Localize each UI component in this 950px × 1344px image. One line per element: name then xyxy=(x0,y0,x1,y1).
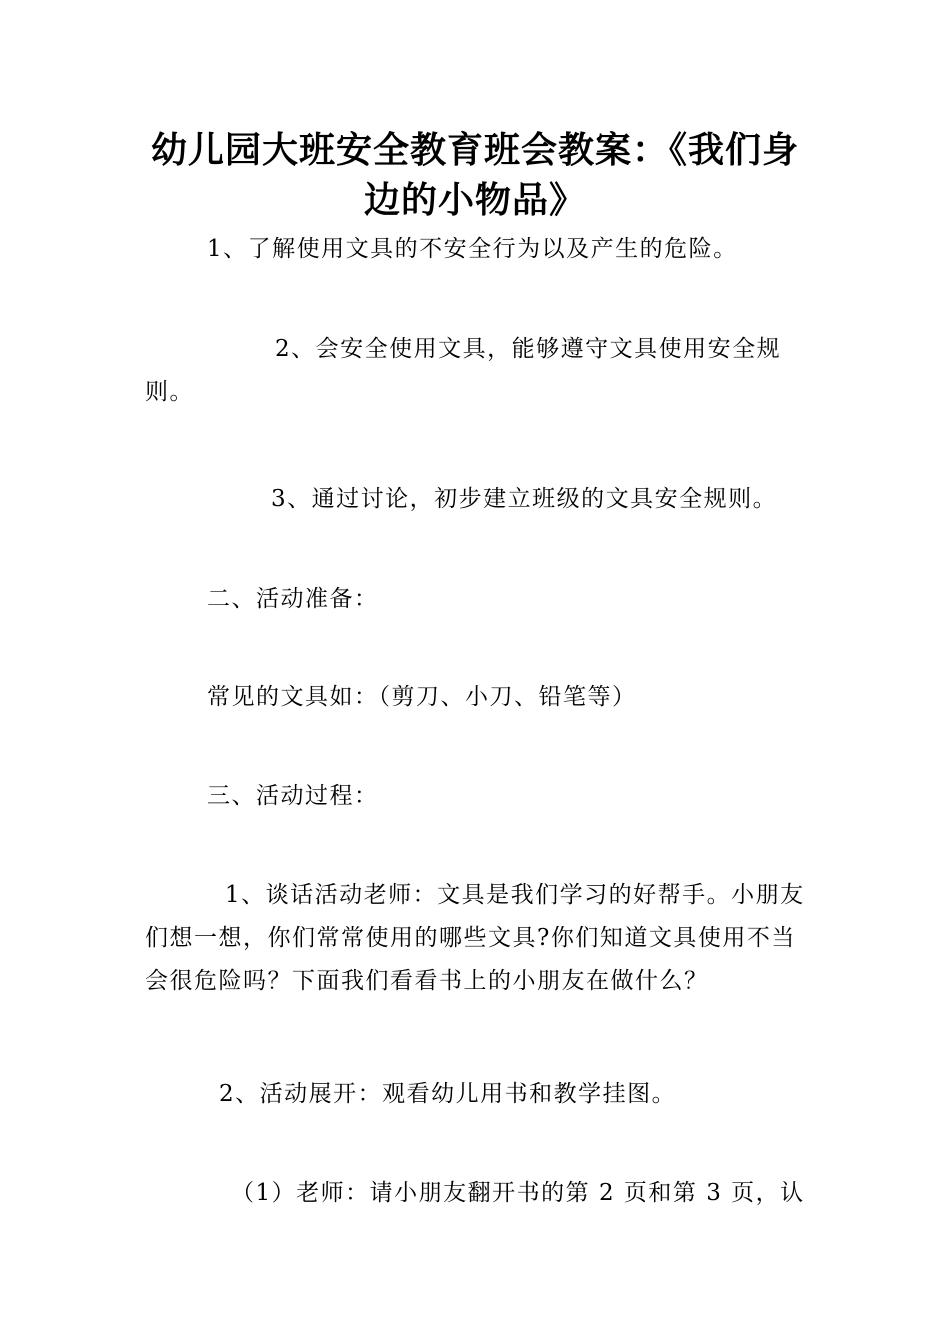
paragraph-objective-2: 2、会安全使用文具，能够遵守文具使用安全规则。 xyxy=(145,336,782,405)
section-heading-process: 三、活动过程： xyxy=(207,783,379,809)
paragraph-teacher-instruction: （1）老师：请小朋友翻开书的第 2 页和第 3 页，认 xyxy=(231,1180,805,1206)
paragraph-discussion: 1、谈话活动老师：文具是我们学习的好帮手。小朋友们想一想，你们常常使用的哪些文具?你们知道文具使用不当会很危险吗？下面我们看看书上的小朋友在做什么？ xyxy=(145,882,805,994)
paragraph-objective-3: 3、通过讨论，初步建立班级的文具安全规则。 xyxy=(271,486,778,512)
section-heading-preparation: 二、活动准备： xyxy=(207,586,379,612)
paragraph-activity: 2、活动展开：观看幼儿用书和教学挂图。 xyxy=(219,1081,677,1107)
paragraph-materials: 常见的文具如：（剪刀、小刀、铅笔等） xyxy=(207,684,637,710)
paragraph-objective-1: 1、了解使用文具的不安全行为以及产生的危险。 xyxy=(207,236,738,262)
document-title: 幼儿园大班安全教育班会教案：《我们身边的小物品》 xyxy=(150,130,799,221)
